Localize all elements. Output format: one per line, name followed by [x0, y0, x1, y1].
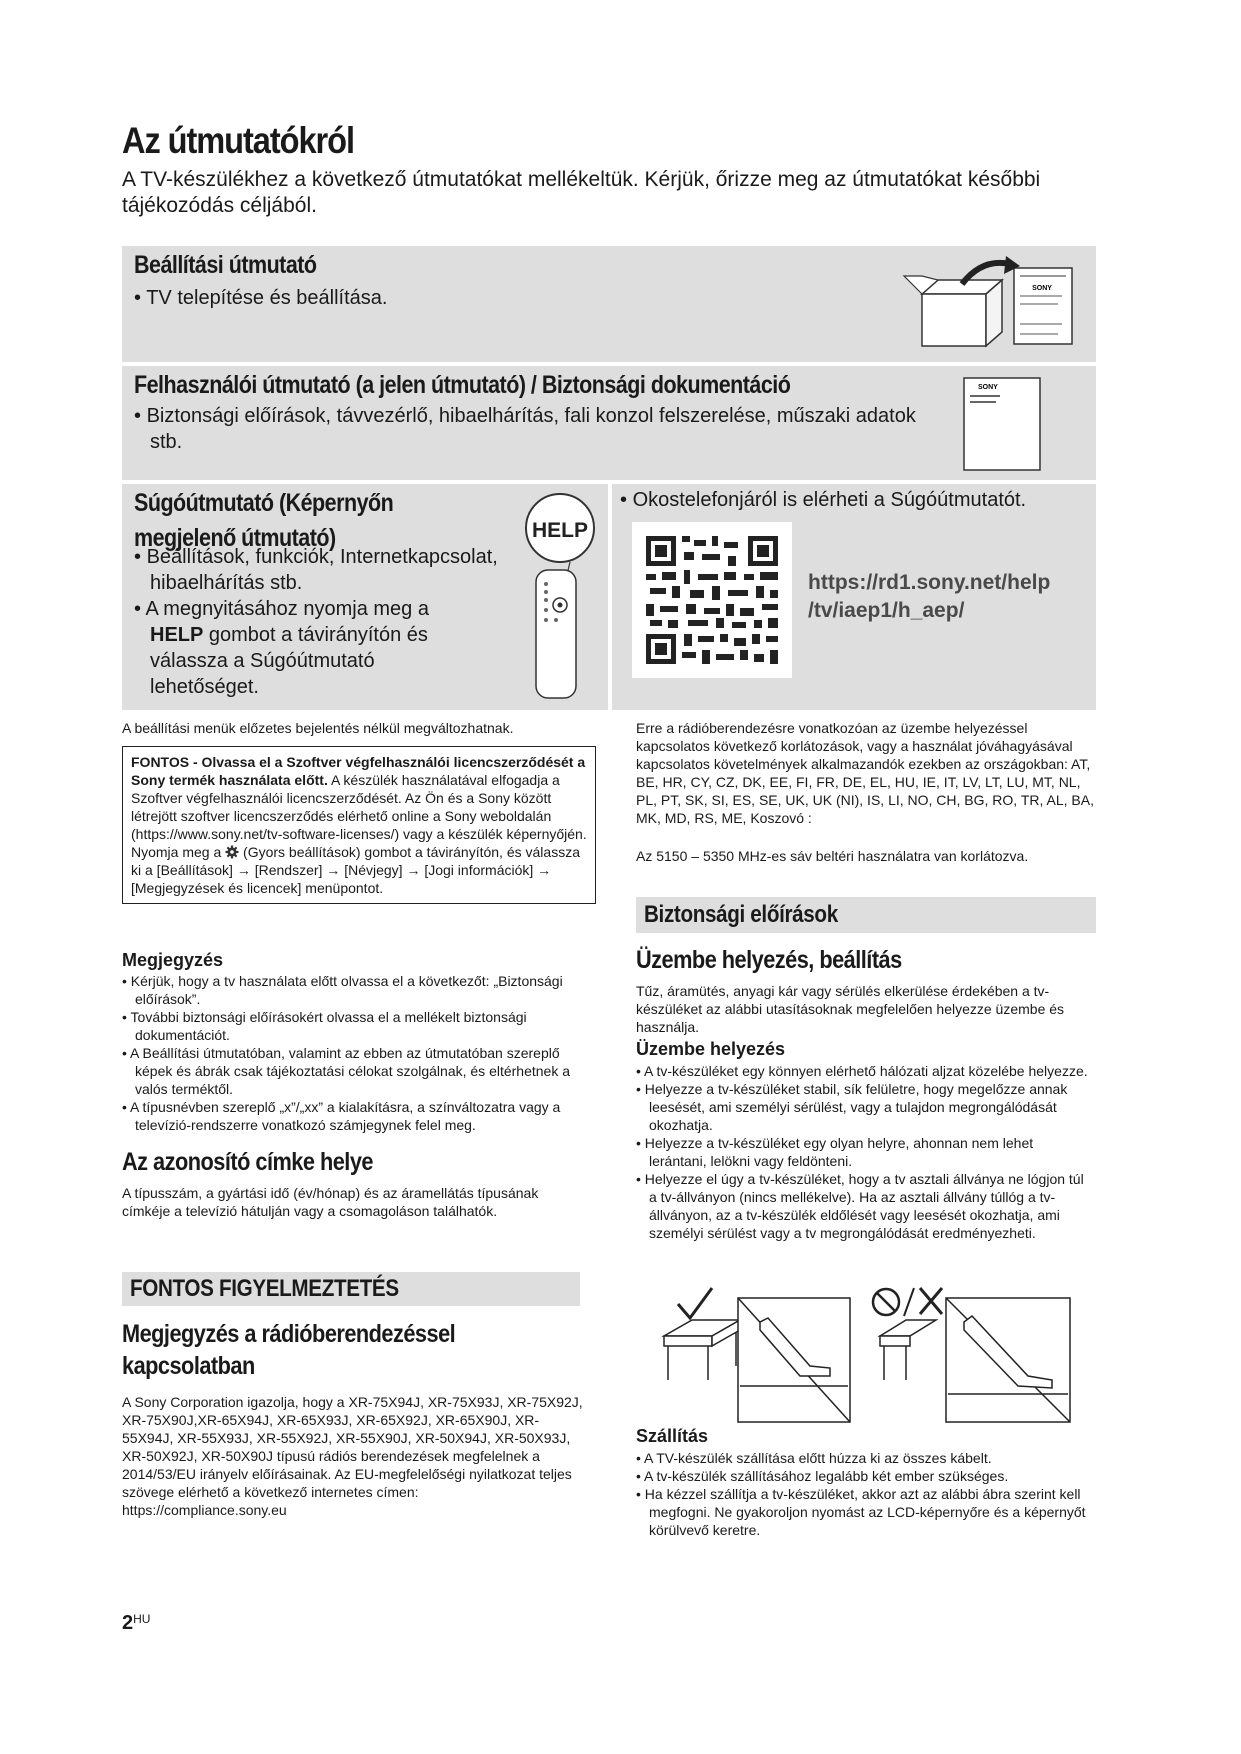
manual-illustration — [942, 372, 1042, 476]
stand-placement-illustration — [660, 1286, 1088, 1424]
help-bullet-2-rest: gombot a távirányítón és válassza a Súgóútmutató lehetőséget. — [150, 624, 428, 698]
user-guide-title: Felhasználói útmutató (a jelen útmutató) / Biztonsági dokumentáció — [134, 371, 791, 399]
menu-change-note: A beállítási menük előzetes bejelentés nélkül megváltozhatnak. — [122, 720, 514, 736]
setup-guide-bullet: • TV telepítése és beállítása. — [134, 285, 387, 311]
important-warning-bar — [122, 1272, 580, 1306]
manual-logo: SONY — [978, 384, 998, 391]
label-location-title: Az azonosító címke helye — [122, 1148, 373, 1176]
help-guide-title-line1: Súgóútmutató (Képernyőn — [134, 489, 394, 517]
placement-item: • Helyezze el úgy a tv-készüléket, hogy a tv asztali állványa ne lógjon túl a tv-állványon (nincs mellékelve). Ha az asztali állvány túllóg a tv-állványon, az a tv-készülék eldőlését vagy leesését okozhatja, ami személyi sérülést vagy a tv megrongálódását eredményezheti. — [636, 1170, 1094, 1242]
radio-restriction-text: Erre a rádióberendezésre vonatkozóan az üzembe helyezéssel kapcsolatos következő korlátozások, vagy a használat jóváhagyásával kapcsolatos követelmények alkalmazandók ezekben az országokban: AT, BE, HR, CY, CZ, DK, EE, FI, FR, DE, EL, HU, IE, IT, LV, LT, LU, MT, NL, PL, PT, SK, SI, ES, SE, UK, UK (NI), IS, LI, NO, CH, BG, RO, TR, AL, BA, MK, MD, RS, ME, Koszovó : — [636, 720, 1094, 826]
qr-code[interactable] — [632, 522, 792, 678]
help-guide-title-line2: megjelenő útmutató) — [134, 524, 336, 552]
placement-title: Üzembe helyezés — [636, 1039, 786, 1059]
install-text: Tűz, áramütés, anyagi kár vagy sérülés elkerülése érdekében a tv-készüléket az alábbi utasításoknak megfelelően helyezze üzembe és használja. — [636, 983, 1065, 1035]
notes-list — [122, 972, 590, 1134]
help-bullet-2-bold: HELP — [150, 624, 204, 646]
help-url-line1: https://rd1.sony.net/help — [808, 571, 1051, 594]
transport-item: • A TV-készülék szállítása előtt húzza ki az összes kábelt. — [636, 1449, 1086, 1467]
help-guide-box — [122, 484, 608, 710]
remote-illustration — [518, 492, 602, 704]
smartphone-help-box — [612, 484, 1096, 710]
transport-title: Szállítás — [636, 1426, 709, 1446]
radio-note-title-line1: Megjegyzés a rádióberendezéssel — [122, 1320, 456, 1348]
safety-title: Biztonsági előírások — [644, 901, 838, 928]
setup-leaflet-logo: SONY — [1032, 285, 1052, 292]
transport-item: • Ha kézzel szállítja a tv-készüléket, akkor azt az alábbi ábra szerint kell megfogni. Ne gyakoroljon nyomást az LCD-képernyőre és a képernyőt körülvevő keretre. — [636, 1485, 1086, 1539]
setup-guide-title: Beállítási útmutató — [134, 251, 317, 279]
important-license-text-2: (Gyors beállítások) gombot a távirányítón, és válassza ki a [Beállítások] → [Rendszer] → [Névjegy] → [Jogi információk] → [Megjegyzések és licencek] menüpontot. — [131, 844, 580, 896]
note-item: • Kérjük, hogy a tv használata előtt olvassa el a következőt: „Biztonsági előírások”. — [122, 972, 590, 1008]
label-location-text: A típusszám, a gyártási idő (év/hónap) és az áramellátás típusának címkéje a televízió hátulján vagy a csomagoláson találhatók. — [122, 1185, 539, 1219]
user-guide-bullet: • Biztonsági előírások, távvezérlő, hibaelhárítás, fali konzol felszerelése, műszaki adatok stb. — [134, 403, 950, 455]
tv-box-illustration — [892, 254, 1092, 354]
help-bullet-1: • Beállítások, funkciók, Internetkapcsolat, hibaelhárítás stb. — [134, 544, 530, 596]
correct-placement — [664, 1288, 850, 1422]
transport-item: • A tv-készülék szállításához legalább két ember szükséges. — [636, 1467, 1086, 1485]
note-item: • A típusnévben szereplő „x”/„xx” a kialakításra, a színváltozatra vagy a televízió-rendszerre vonatkozó számjegynek felel meg. — [122, 1098, 590, 1134]
check-icon — [678, 1288, 712, 1318]
install-title: Üzembe helyezés, beállítás — [636, 946, 902, 974]
safety-bar — [636, 897, 1096, 933]
intro-text: A TV-készülékhez a következő útmutatókat mellékeltük. Kérjük, őrizze meg az útmutatókat későbbi tájékozódás céljából. — [122, 168, 1041, 217]
radio-note-title-line2: kapcsolatban — [122, 1352, 255, 1380]
notes-title: Megjegyzés — [122, 950, 224, 970]
note-item: • További biztonsági előírásokért olvassa el a mellékelt biztonsági dokumentációt. — [122, 1008, 590, 1044]
page-title: Az útmutatókról — [122, 120, 354, 161]
help-bullet-2 — [134, 596, 480, 700]
important-license-text: A készülék használatával elfogadja a Szoftver végfelhasználói licencszerződését. Az Ön és a Sony között létrejött szoftver licencszerződés elérhető online a Sony weboldalán (https://www.sony.net/tv-software-licenses/) vagy a készülék képernyőjén. Nyomja meg a — [131, 772, 587, 860]
important-license-box — [122, 746, 596, 904]
radio-note-title — [122, 1318, 455, 1382]
help-button-label: HELP — [531, 519, 589, 542]
smartphone-bullet: • Okostelefonjáról is elérheti a Súgóútmutatót. — [620, 487, 1026, 513]
incorrect-placement — [873, 1288, 1070, 1422]
page-number — [122, 1612, 150, 1635]
transport-list — [636, 1449, 1086, 1539]
band-restriction-text: Az 5150 – 5350 MHz-es sáv beltéri használatra van korlátozva. — [636, 848, 1029, 864]
important-warning-title: FONTOS FIGYELMEZTETÉS — [130, 1275, 399, 1302]
placement-list — [636, 1062, 1094, 1242]
setup-guide-box — [122, 246, 1096, 362]
help-bullet-2-text: A megnyitásához nyomja meg a — [145, 598, 429, 620]
note-item: • A Beállítási útmutatóban, valamint az ebben az útmutatóban szereplő képek és ábrák csak tájékoztatási célokat szolgálnak, és eltérhetnek a valós terméktől. — [122, 1044, 590, 1098]
page-number-value: 2 — [122, 1612, 134, 1634]
placement-item: • Helyezze a tv-készüléket stabil, sík felületre, hogy megelőzze annak leesését, ami személyi sérülést, vagy a tulajdon megrongálódását okozhatja. — [636, 1080, 1094, 1134]
user-guide-box — [122, 366, 1096, 480]
placement-item: • Helyezze a tv-készüléket egy olyan helyre, ahonnan nem lehet lerántani, lelökni vagy feldönteni. — [636, 1134, 1094, 1170]
important-license-bold: FONTOS - Olvassa el a Szoftver végfelhasználói licencszerződését a Sony termék használata előtt. — [131, 754, 586, 788]
cross-icon — [920, 1288, 942, 1314]
placement-item: • A tv-készüléket egy könnyen elérhető hálózati aljzat közelébe helyezze. — [636, 1062, 1094, 1080]
help-url-line2: /tv/iaep1/h_aep/ — [808, 599, 965, 622]
gear-icon — [225, 845, 239, 859]
radio-note-text: A Sony Corporation igazolja, hogy a XR-75X94J, XR-75X93J, XR-75X92J, XR-75X90J,XR-65X94J, XR-65X93J, XR-65X92J, XR-65X90J, XR-55X94J, XR-55X93J, XR-55X92J, XR-55X90J, XR-50X94J, XR-50X93J, XR-50X92J, XR-50X90J típusú rádiós berendezések megfelelnek a 2014/53/EU irányelv előírásainak. Az EU-megfelelőségi nyilatkozat teljes szövege elérhető a következő internetes címen: https://compliance.sony.eu — [122, 1394, 583, 1518]
help-url[interactable] — [808, 569, 1050, 625]
page-language: HU — [133, 1612, 151, 1626]
